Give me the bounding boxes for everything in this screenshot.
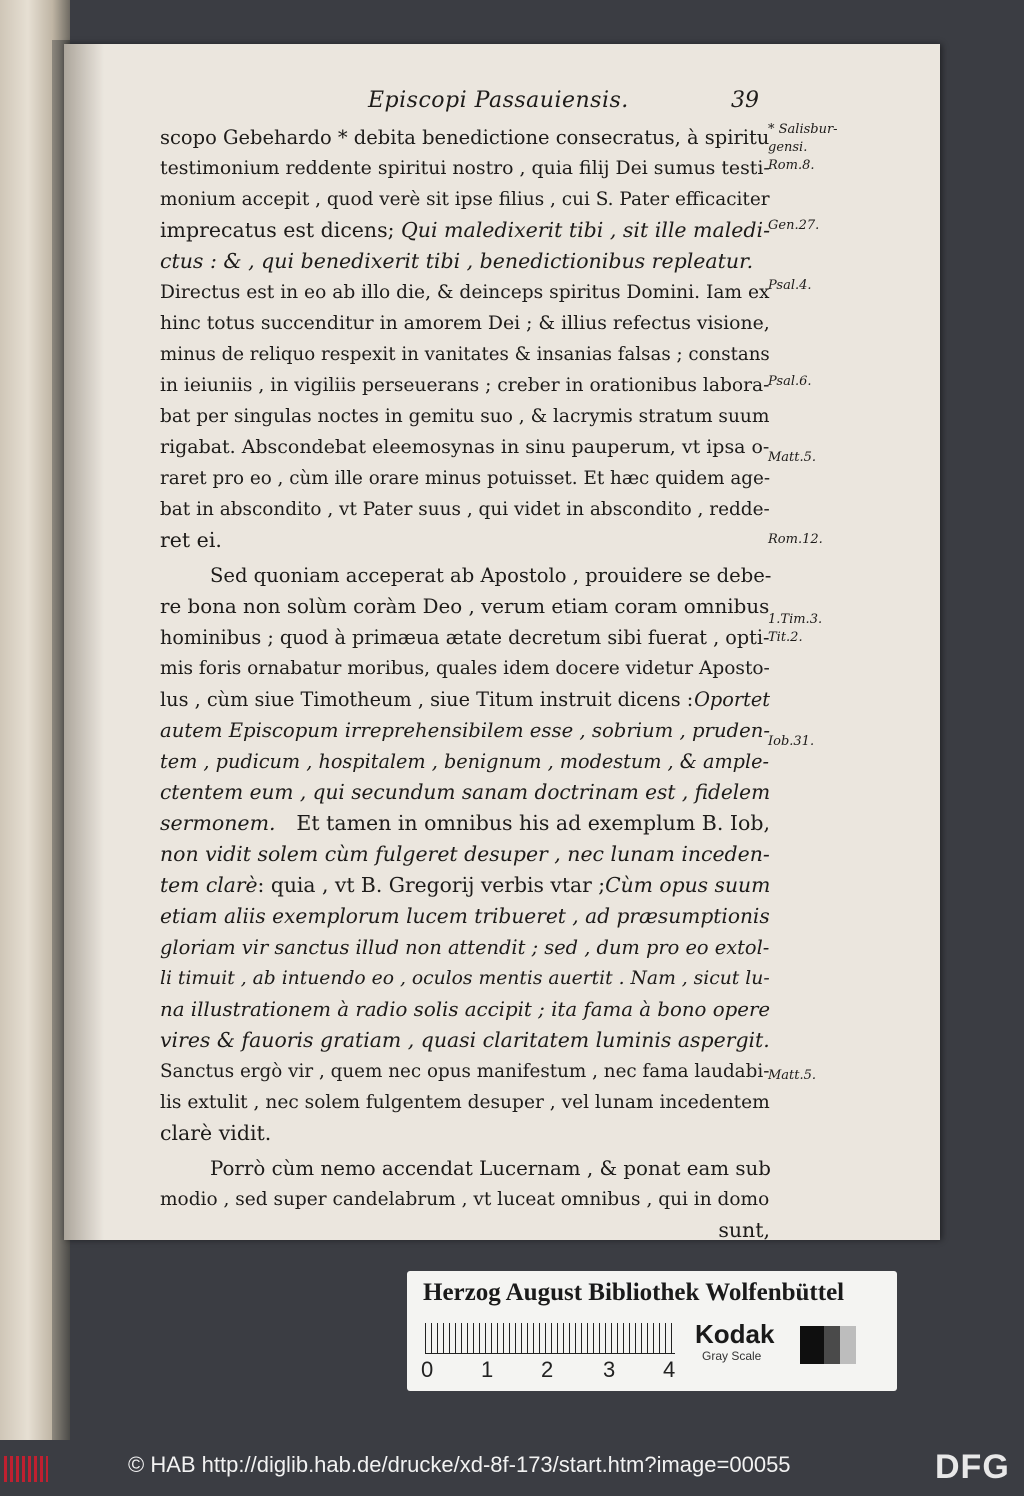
text-line: imprecatus est dicens; Qui maledixerit tibi , sit ille maledi- (160, 218, 770, 242)
text-line: etiam aliis exemplorum lucem tribueret , ad præsumptionis (160, 904, 770, 928)
margin-note: 1.Tim.3. (768, 612, 823, 627)
text-line: Porrò cùm nemo accendat Lucernam , & ponat eam sub (210, 1157, 771, 1180)
ruler-number: 1 (481, 1357, 494, 1382)
ruler-number: 2 (541, 1357, 554, 1382)
text-line: na illustrationem à radio solis accipit ; ita fama à bono opere (160, 998, 771, 1021)
margin-note: Rom.12. (768, 532, 823, 547)
body-text (160, 122, 770, 1246)
text-line: mis foris ornabatur moribus, quales idem docere videtur Aposto- (160, 658, 770, 679)
margin-note: gensi. (768, 140, 808, 155)
text-line: rigabat. Abscondebat eleemosynas in sinu pauperum, vt ipsa o- (160, 436, 770, 458)
margin-note: Psal.4. (768, 278, 812, 293)
text-line: tem , pudicum , hospitalem , benignum , modestum , & ample- (160, 750, 769, 773)
gray-swatch-mid (840, 1326, 856, 1364)
margin-note: Tit.2. (768, 630, 803, 645)
text-line: raret pro eo , cùm ille orare minus potuisset. Et hæc quidem age- (160, 468, 771, 489)
gray-scale-label: Gray Scale (702, 1349, 762, 1363)
text-line: monium accepit , quod verè sit ipse filius , cui S. Pater efficaciter (160, 189, 770, 210)
text-line: li timuit , ab intuendo eo , oculos mentis auertit . Nam , sicut lu- (160, 968, 770, 989)
gray-swatch-dark (824, 1326, 840, 1364)
text-line: in ieiuniis , in vigiliis perseuerans ; creber in orationibus labora- (160, 375, 770, 396)
footer-bar (0, 1440, 1024, 1496)
text-line: hinc totus succenditur in amorem Dei ; & illius refectus visione, (160, 313, 770, 334)
margin-note: Gen.27. (768, 218, 820, 233)
page-number: 39 (731, 88, 759, 113)
margin-note: Matt.5. (768, 1068, 817, 1083)
gray-swatch-black (800, 1326, 824, 1364)
color-target-card (407, 1271, 897, 1391)
margin-note: Matt.5. (768, 450, 817, 465)
text-line: gloriam vir sanctus illud non attendit ; sed , dum pro eo extol- (160, 936, 770, 959)
text-line: minus de reliquo respexit in vanitates & insanias falsas ; constans (160, 344, 770, 365)
source-url[interactable]: © HAB http://diglib.hab.de/drucke/xd-8f-173/start.htm?image=00055 (128, 1452, 791, 1477)
text-line: ret ei. (160, 528, 222, 552)
text-line: clarè vidit. (160, 1121, 272, 1145)
margin-note: Rom.8. (768, 158, 815, 173)
text-line: bat per singulas noctes in gemitu suo , & lacrymis stratum suum (160, 406, 770, 427)
text-line: sermonem. Et tamen in omnibus his ad exemplum B. Iob, (160, 811, 770, 835)
text-line: bat in abscondito , vt Pater suus , qui videt in abscondito , redde- (160, 499, 770, 520)
text-line: testimonium reddente spiritui nostro , quia filij Dei sumus testi- (160, 157, 770, 179)
text-line: Sed quoniam acceperat ab Apostolo , prouidere se debe- (210, 564, 772, 587)
ruler-number: 4 (663, 1357, 676, 1382)
text-line: vires & fauoris gratiam , quasi claritatem luminis aspergit. (160, 1028, 770, 1052)
text-line: hominibus ; quod à primæua ætate decretum sibi fuerat , opti- (160, 626, 770, 649)
ruler-number: 0 (421, 1357, 434, 1382)
kodak-logo: Kodak (695, 1319, 775, 1349)
page-gutter-shadow (64, 44, 104, 1240)
text-line: lus , cùm siue Timotheum , siue Titum instruit dicens : Oportet (160, 688, 770, 711)
text-line: Sanctus ergò vir , quem nec opus manifestum , nec fama laudabi- (160, 1061, 770, 1082)
running-head: Episcopi Passauiensis. (368, 88, 629, 113)
text-line: modio , sed super candelabrum , vt luceat omnibus , qui in domo (160, 1189, 770, 1210)
margin-note: Psal.6. (768, 374, 812, 389)
text-line: Directus est in eo ab illo die, & deinceps spiritus Domini. Iam ex (160, 282, 770, 303)
text-line: ctus : & , qui benedixerit tibi , benedictionibus repleatur. (160, 249, 754, 273)
margin-note: Iob.31. (768, 734, 815, 749)
library-name: Herzog August Bibliothek Wolfenbüttel (423, 1279, 845, 1306)
barcode-icon (4, 1456, 48, 1482)
text-line: lis extulit , nec solem fulgentem desuper , vel lunam incedentem (160, 1092, 770, 1113)
text-line: autem Episcopum irreprehensibilem esse , sobrium , pruden- (160, 719, 770, 742)
margin-note: * Salisbur- (768, 122, 838, 137)
text-line: re bona non solùm coràm Deo , verum etiam coram omnibus (160, 595, 770, 618)
text-line: ctentem eum , qui secundum sanam doctrinam est , fidelem (160, 780, 771, 804)
ruler-scale (425, 1323, 675, 1354)
catchword: sunt, (718, 1218, 770, 1242)
ruler-number: 3 (603, 1357, 616, 1382)
text-line: tem clarè : quia , vt B. Gregorij verbis vtar ; Cùm opus suum (160, 873, 771, 897)
text-line: scopo Gebehardo * debita benedictione consecratus, à spiritu (160, 126, 770, 149)
text-line: non vidit solem cùm fulgeret desuper , nec lunam inceden- (160, 842, 770, 866)
dfg-logo: DFG (935, 1448, 1010, 1486)
